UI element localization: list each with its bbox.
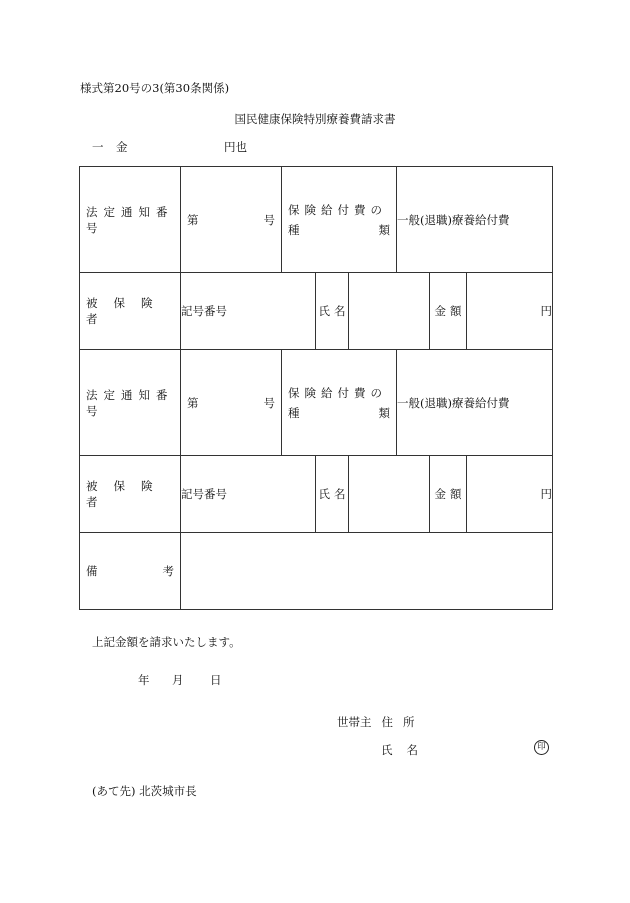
name-field[interactable] <box>349 456 430 533</box>
claim-table <box>79 166 553 610</box>
date-line <box>138 672 222 688</box>
dai-label: 第 <box>187 212 199 227</box>
go-label: 号 <box>263 212 275 227</box>
remarks-field[interactable] <box>181 533 553 610</box>
block2-insured-row <box>80 456 553 533</box>
block2-notice-row <box>80 350 553 456</box>
benefit-type-value: 一般(退職)療養給付費 <box>397 350 553 456</box>
request-text: 上記金額を請求いたします。 <box>92 635 241 649</box>
name-field[interactable] <box>349 273 430 350</box>
form-number: 様式第20号の3(第30条関係) <box>80 81 230 95</box>
notice-number-label: 法定通知番号 <box>86 204 174 235</box>
amount-field[interactable]: 円 <box>467 273 553 350</box>
block1-notice-row <box>80 167 553 273</box>
month-label: 月 <box>172 673 184 687</box>
amount-label: 金 額 <box>434 304 462 318</box>
amount-label: 金 額 <box>434 487 462 501</box>
year-label: 年 <box>138 673 150 687</box>
amount-ichi: 一 <box>92 140 104 154</box>
name-label: 氏 名 <box>318 304 346 318</box>
amount-line <box>92 139 247 155</box>
householder-name: 氏 名 <box>381 743 418 757</box>
insured-label: 被保険者 <box>86 296 169 326</box>
notice-number-field[interactable] <box>181 167 282 273</box>
go-label: 号 <box>263 395 275 410</box>
notice-number-field[interactable] <box>181 350 282 456</box>
insured-label: 被保険者 <box>86 479 169 509</box>
benefit-type-value: 一般(退職)療養給付費 <box>397 167 553 273</box>
page-title: 国民健康保険特別療養費請求書 <box>234 112 396 126</box>
dai-label: 第 <box>187 395 199 410</box>
benefit-type-label: 保険給付費の 種 類 <box>288 385 391 420</box>
benefit-type-label: 保険給付費の 種 類 <box>288 202 391 237</box>
name-label: 氏 名 <box>318 487 346 501</box>
amount-field[interactable]: 円 <box>467 456 553 533</box>
addressee: (あて先) 北茨城市長 <box>92 784 197 798</box>
householder-address: 世帯主 住 所 <box>337 715 415 729</box>
symbol-number-field[interactable]: 記号番号 <box>181 456 316 533</box>
block1-insured-row <box>80 273 553 350</box>
notice-number-label: 法定通知番号 <box>86 387 174 418</box>
householder-label: 世帯主 <box>337 715 372 729</box>
symbol-number-field[interactable]: 記号番号 <box>181 273 316 350</box>
remarks-row <box>80 533 553 610</box>
amount-yen-nari: 円也 <box>224 140 247 154</box>
remarks-label: 備 考 <box>86 564 174 578</box>
seal-mark: 印 <box>534 740 549 755</box>
day-label: 日 <box>210 673 222 687</box>
amount-kin: 金 <box>116 140 128 154</box>
